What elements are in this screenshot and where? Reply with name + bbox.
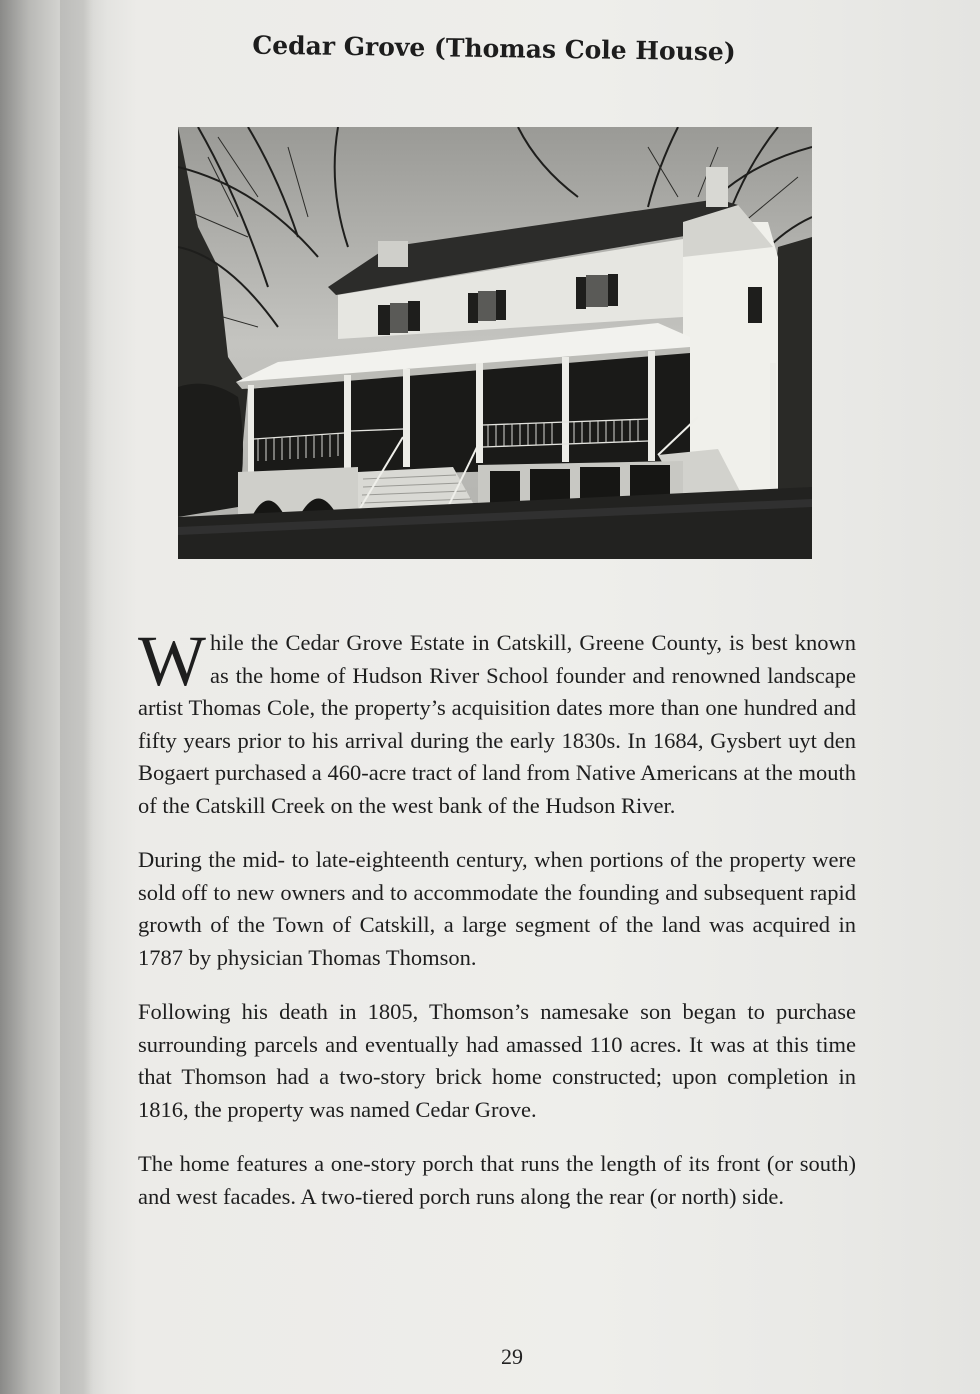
article-body — [138, 621, 856, 1235]
house-photograph — [178, 127, 812, 559]
paragraph-2: During the mid- to late-eighteenth century, when portions of the property were sold off to new owners and to accommodate the founding and subsequent rapid growth of the Town of Catskill, a large segment of the land was acquired in 1787 by physician Thomas Thomson. — [138, 847, 856, 970]
paragraph-4: The home features a one-story porch that runs the length of its front (or south) and west facades. A two-tiered porch runs along the rear (or north) side. — [138, 1151, 856, 1209]
drop-cap: W — [138, 621, 206, 701]
paragraph-1-text: hile the Cedar Grove Estate in Catskill, Greene County, is best known as the home of Hudson River School founder and renowned landscape artist Thomas Cole, the property’s acquisition dates more than one hundred and fifty years prior to his arrival during the early 1830s. In 1684, Gysbert uyt den Bogaert purchased a 460-acre tract of land from Native Americans at the mouth of the Catskill Creek on the west bank of the Hudson River. — [138, 630, 856, 818]
paragraph-3: Following his death in 1805, Thomson’s namesake son began to purchase surrounding parcels and eventually had amassed 110 acres. It was at this time that Thomson had a two-story brick home constructed; upon completion in 1816, the property was named Cedar Grove. — [138, 999, 856, 1122]
page-number: 29 — [501, 1344, 523, 1369]
paragraph-1 — [138, 621, 856, 822]
book-page — [92, 0, 980, 1394]
page-title: Cedar Grove (Thomas Cole House) — [252, 30, 736, 67]
